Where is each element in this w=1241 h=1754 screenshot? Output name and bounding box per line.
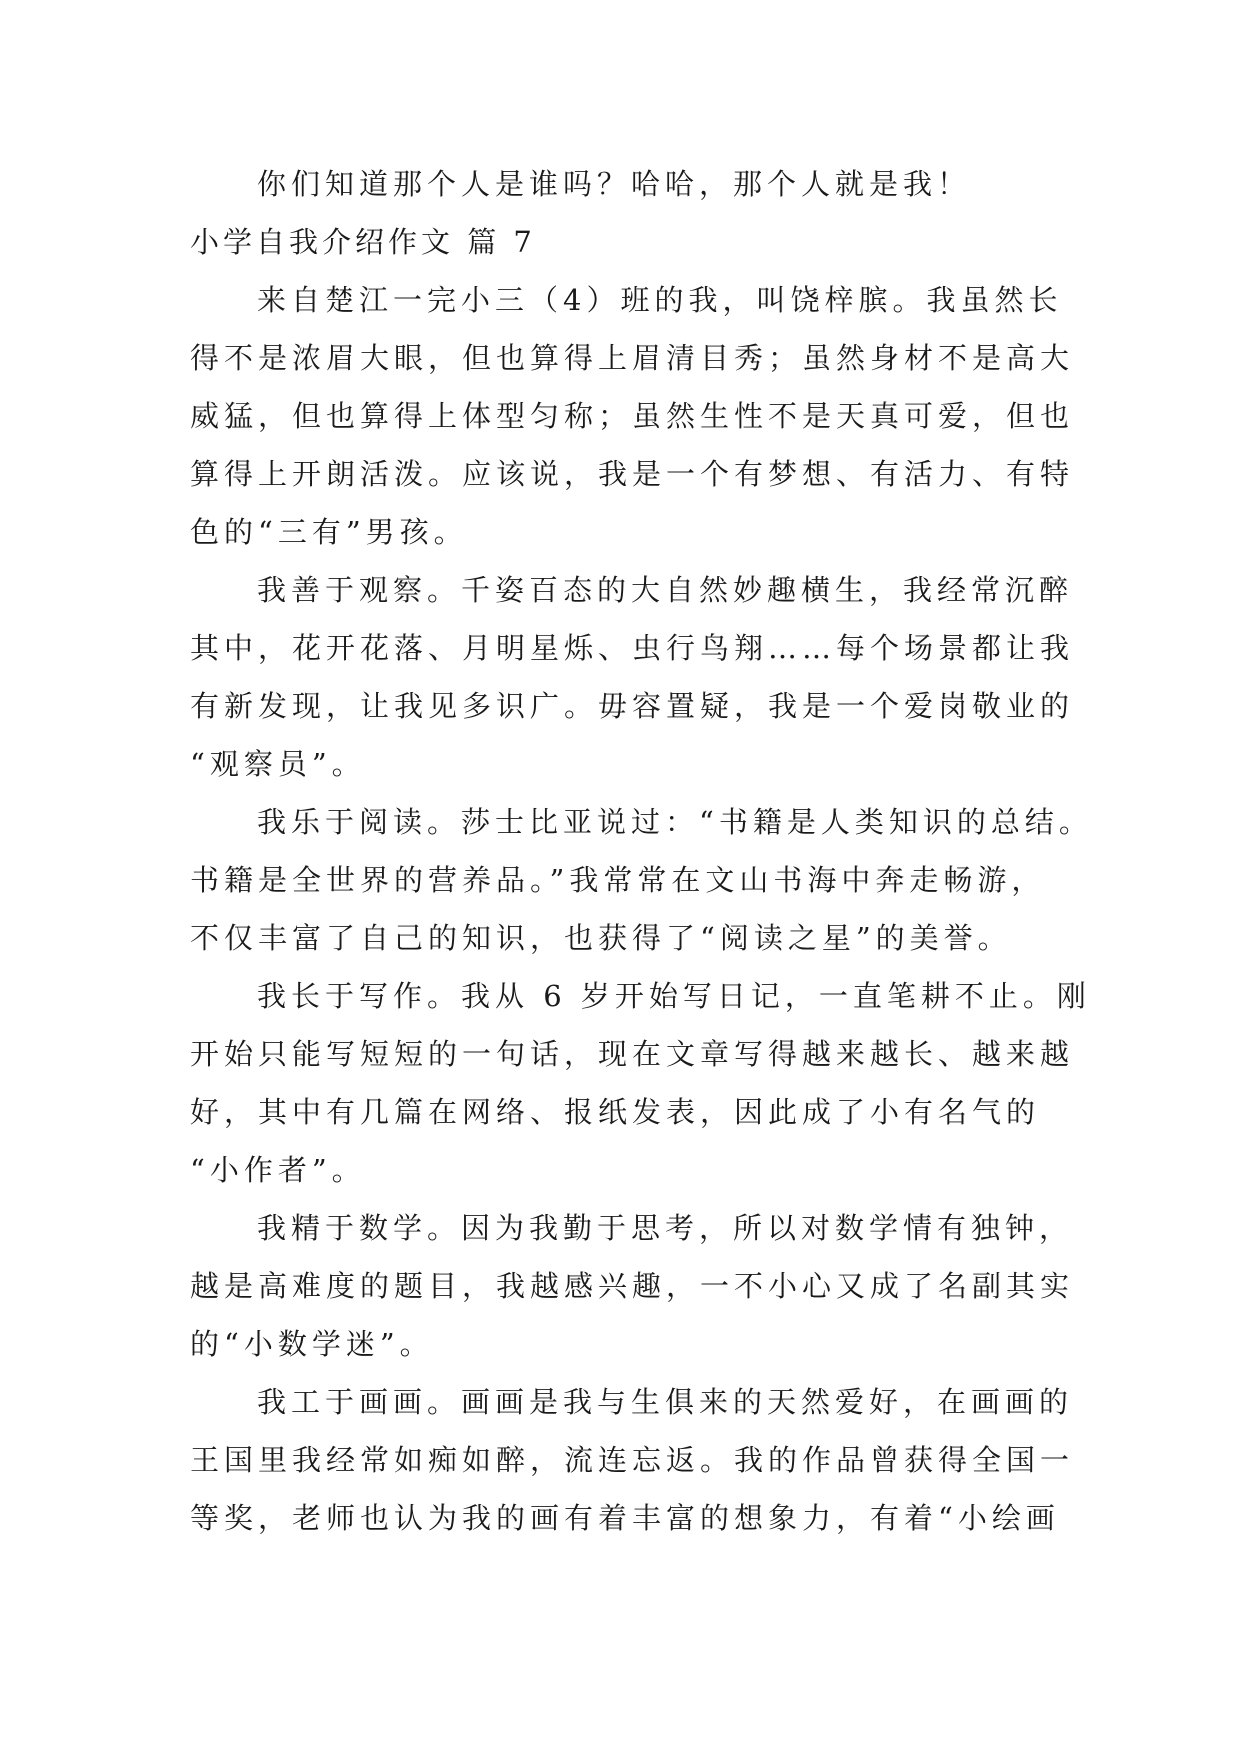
section-heading: 小学自我介绍作文 篇 7	[190, 225, 536, 259]
paragraph-line: 我善于观察。千姿百态的大自然妙趣横生，我经常沉醉	[257, 573, 1074, 607]
paragraph-intro	[190, 271, 1075, 561]
paragraph-drawing	[190, 1373, 1075, 1547]
paragraph-line: 得不是浓眉大眼，但也算得上眉清目秀；虽然身材不是高大	[190, 341, 1075, 375]
paragraph-line: 的“小数学迷”。	[190, 1327, 434, 1361]
paragraph-line: 其中，花开花落、月明星烁、虫行鸟翔……每个场景都让我	[190, 631, 1075, 665]
paragraph-observation	[190, 561, 1075, 793]
paragraph-reading	[190, 793, 1093, 967]
paragraph-line: 越是高难度的题目，我越感兴趣，一不小心又成了名副其实	[190, 1269, 1075, 1303]
paragraph-line: 我工于画画。画画是我与生俱来的天然爱好，在画画的	[257, 1385, 1074, 1419]
paragraph-line: 我长于写作。我从 6 岁开始写日记，一直笔耕不止。刚	[257, 979, 1091, 1013]
paragraph-line: 有新发现，让我见多识广。毋容置疑，我是一个爱岗敬业的	[190, 689, 1075, 723]
paragraph-line: 我精于数学。因为我勤于思考，所以对数学情有独钟，	[257, 1211, 1074, 1245]
paragraph-line: 威猛，但也算得上体型匀称；虽然生性不是天真可爱，但也	[190, 399, 1075, 433]
paragraph-math	[190, 1199, 1075, 1373]
paragraph-line: “小作者”。	[190, 1153, 366, 1187]
paragraph-line: 我乐于阅读。莎士比亚说过：“书籍是人类知识的总结。	[257, 805, 1093, 839]
intro-line: 你们知道那个人是谁吗？哈哈，那个人就是我！	[257, 167, 972, 201]
paragraph-line: 好，其中有几篇在网络、报纸发表，因此成了小有名气的	[190, 1095, 1041, 1129]
paragraph-line: 不仅丰富了自己的知识，也获得了“阅读之星”的美誉。	[190, 921, 1012, 955]
paragraph-writing	[190, 967, 1091, 1199]
paragraph-line: 开始只能写短短的一句话，现在文章写得越来越长、越来越	[190, 1037, 1075, 1071]
paragraph-line: 色的“三有”男孩。	[190, 515, 468, 549]
paragraph-line: 王国里我经常如痴如醉，流连忘返。我的作品曾获得全国一	[190, 1443, 1075, 1477]
document-body	[190, 155, 1093, 1547]
paragraph-line: 等奖，老师也认为我的画有着丰富的想象力，有着“小绘画	[190, 1501, 1060, 1535]
paragraph-line: “观察员”。	[190, 747, 366, 781]
paragraph-line: 书籍是全世界的营养品。”我常常在文山书海中奔走畅游，	[190, 863, 1046, 897]
paragraph-line: 算得上开朗活泼。应该说，我是一个有梦想、有活力、有特	[190, 457, 1075, 491]
paragraph-line: 来自楚江一完小三（4）班的我，叫饶梓膑。我虽然长	[257, 283, 1063, 317]
